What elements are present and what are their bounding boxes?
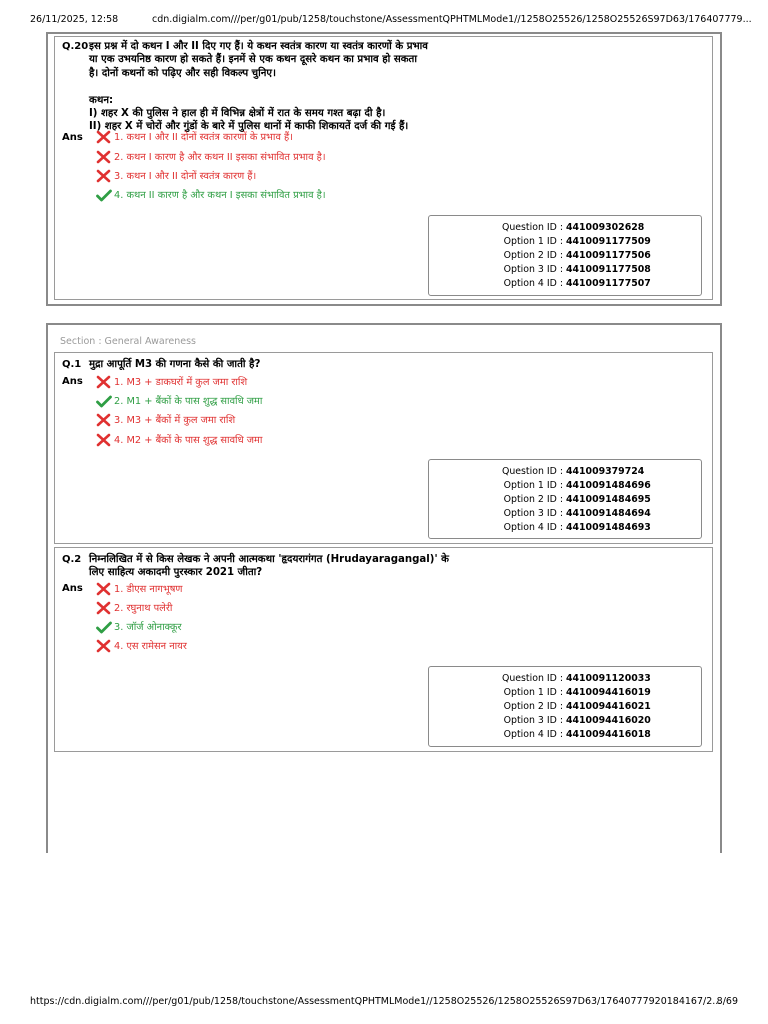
option-text: 1. कथन I और II दोनों स्वतंत्र कारणों के प्रभाव हैं। (114, 132, 293, 143)
print-footer-url: https://cdn.digialm.com///per/g01/pub/1258/touchstone/AssessmentQPHTMLMode1//1258O25526/1258O25526S97D63/17640777920184167/2... (30, 996, 722, 1007)
cross-icon (96, 413, 112, 427)
option-text: 3. M3 + बैंकों में कुल जमा राशि (114, 415, 236, 426)
option-id: 4410091484695 (565, 494, 651, 505)
id-label: Option 4 ID : (503, 729, 563, 740)
question-line: मुद्रा आपूर्ति M3 की गणना कैसे की जाती है? (89, 359, 261, 370)
print-datetime: 26/11/2025, 12:58 (30, 14, 119, 25)
option-4 (96, 433, 262, 449)
cross-icon (96, 375, 112, 389)
option-text: 2. कथन I कारण है और कथन II इसका संभावित प्रभाव है। (114, 152, 326, 163)
option-4 (96, 639, 187, 655)
option-text: 4. एस रामेसन नायर (114, 641, 187, 652)
id-label: Option 1 ID : (503, 236, 563, 247)
option-id: 4410091177507 (565, 278, 651, 289)
option-text: 1. डीएस नागभूषण (114, 584, 183, 595)
checkmark-icon (96, 394, 112, 408)
id-label: Option 4 ID : (503, 522, 563, 533)
question-id: 441009302628 (565, 222, 645, 233)
answer-label: Ans (62, 132, 83, 143)
option-2 (96, 150, 326, 166)
option-id: 4410091177508 (565, 264, 651, 275)
answer-label: Ans (62, 583, 83, 594)
question-line: निम्नलिखित में से किस लेखक ने अपनी आत्मकथा 'हृदयरागंगत (Hrudayaragangal)' के (89, 554, 449, 565)
cross-icon (96, 433, 112, 447)
question-number: Q.1 (62, 359, 82, 370)
option-id: 4410091177506 (565, 250, 651, 261)
id-label: Option 2 ID : (503, 250, 563, 261)
id-label: Option 2 ID : (503, 701, 563, 712)
option-2 (96, 601, 172, 617)
cross-icon (96, 169, 112, 183)
option-id: 4410091484696 (565, 480, 651, 491)
id-box (428, 215, 702, 296)
option-id: 4410091484693 (565, 522, 651, 533)
question-line: लिए साहित्य अकादमी पुरस्कार 2021 जीता? (89, 567, 263, 579)
id-label: Option 3 ID : (503, 508, 563, 519)
question-text (89, 40, 428, 134)
cross-icon (96, 639, 112, 653)
option-text: 2. रघुनाथ पलेरी (114, 603, 173, 614)
id-label: Option 2 ID : (503, 494, 563, 505)
question-line: इस प्रश्न में दो कथन I और II दिए गए हैं। ये कथन स्वतंत्र कारण या स्वतंत्र कारणों के प्रभाव (89, 41, 428, 52)
question-line: कथन: (89, 94, 114, 106)
cross-icon (96, 130, 112, 144)
option-text: 4. M2 + बैंकों के पास शुद्ध सावधि जमा (114, 435, 263, 446)
option-id: 4410094416018 (565, 729, 651, 740)
cross-icon (96, 601, 112, 615)
cross-icon (96, 150, 112, 164)
print-header-url: cdn.digialm.com///per/g01/pub/1258/touchstone/AssessmentQPHTMLMode1//1258O25526/1258O25526S97D63/176407779... (152, 14, 752, 25)
option-id: 4410094416020 (565, 715, 651, 726)
option-text: 1. M3 + डाकघरों में कुल जमा राशि (114, 377, 248, 388)
option-text: 3. कथन I और II दोनों स्वतंत्र कारण हैं। (114, 171, 257, 182)
option-id: 4410094416021 (565, 701, 651, 712)
option-text: 3. जॉर्ज ओनाक्कूर (114, 622, 182, 633)
checkmark-icon (96, 620, 112, 634)
section-label: Section : General Awareness (60, 336, 197, 347)
question-text (89, 358, 260, 371)
option-1 (96, 130, 293, 146)
checkmark-icon (96, 188, 112, 202)
id-box (428, 459, 702, 539)
option-1 (96, 375, 247, 391)
option-text: 4. कथन II कारण है और कथन I इसका संभावित प्रभाव है। (114, 190, 326, 201)
id-label: Option 1 ID : (503, 480, 563, 491)
print-header (30, 14, 752, 30)
id-label: Option 3 ID : (503, 264, 563, 275)
question-line: II) शहर X में चोरों और गुंडों के बारे में पुलिस थानों में काफी शिकायतें दर्ज की गई हैं। (89, 121, 409, 133)
option-3 (96, 620, 182, 636)
option-id: 4410091484694 (565, 508, 651, 519)
id-label: Question ID : (501, 222, 563, 233)
id-label: Option 3 ID : (503, 715, 563, 726)
id-label: Question ID : (501, 673, 563, 684)
question-number: Q.2 (62, 554, 82, 565)
id-box (428, 666, 702, 747)
question-line: या एक उभयनिष्ठ कारण हो सकते हैं। इनमें से एक कथन दूसरे कथन का प्रभाव हो सकता (89, 54, 417, 66)
print-footer (30, 996, 738, 1012)
id-label: Option 1 ID : (503, 687, 563, 698)
question-id: 441009379724 (565, 466, 645, 477)
id-label: Option 4 ID : (503, 278, 563, 289)
option-3 (96, 413, 235, 429)
option-3 (96, 169, 256, 185)
question-line (89, 80, 428, 93)
cross-icon (96, 582, 112, 596)
question-number: Q.20 (62, 41, 89, 52)
option-text: 2. M1 + बैंकों के पास शुद्ध सावधि जमा (114, 396, 263, 407)
answer-label: Ans (62, 376, 83, 387)
option-4 (96, 188, 326, 204)
question-line: है। दोनों कथनों को पढ़िए और सही विकल्प चुनिए। (89, 67, 276, 79)
question-line: I) शहर X की पुलिस ने हाल ही में विभिन्न क्षेत्रों में रात के समय गश्त बढ़ा दी है। (89, 108, 386, 120)
question-text (89, 553, 449, 580)
option-id: 4410094416019 (565, 687, 651, 698)
question-id: 4410091120033 (565, 673, 651, 684)
option-2 (96, 394, 262, 410)
id-label: Question ID : (501, 466, 563, 477)
page-number: 8/69 (716, 996, 738, 1007)
option-1 (96, 582, 183, 598)
option-id: 4410091177509 (565, 236, 651, 247)
